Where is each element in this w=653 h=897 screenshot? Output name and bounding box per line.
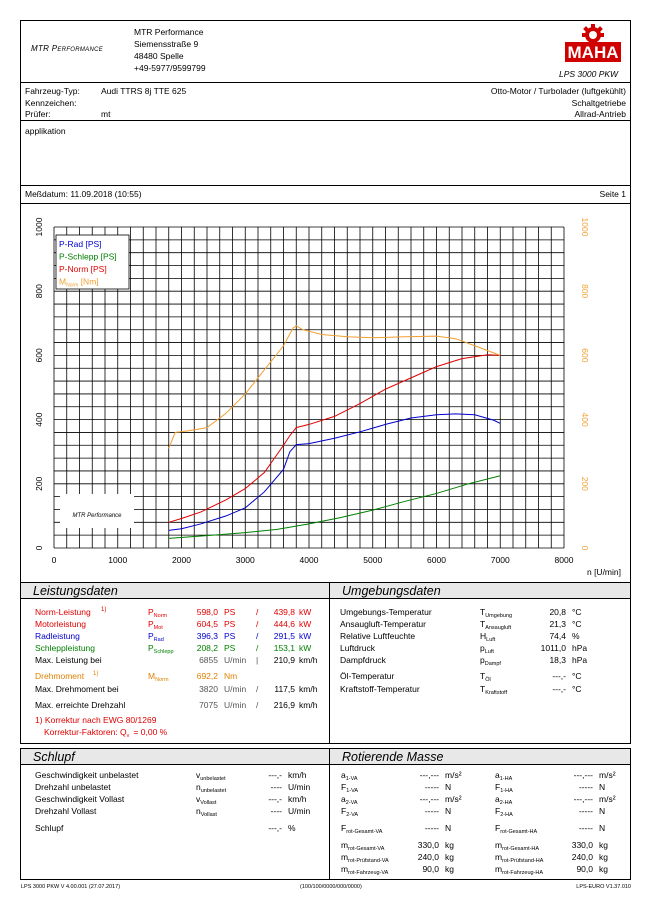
umgebung-symbol-symbol: H [480,631,487,641]
leistung-label: Radleistung [35,631,80,641]
x-tick-label: 1000 [108,555,128,565]
umgebung-title: Umgebungsdaten [330,583,630,599]
masse-unit: N [599,782,606,792]
drehmoment-symbol-subscript: Norm [155,677,169,683]
company-logo-text: MTR Performance [31,44,104,53]
legend-item: P-Norm [PS] [59,264,107,274]
schlupf-label: Drehzahl unbelastet [35,782,111,792]
y-tick-label-right: 400 [580,412,590,427]
schlupf-symbol-subscript: Vollast [200,812,217,818]
schlupf-symbol-symbol: v [196,794,201,804]
plate-label: Kennzeichen: [25,98,77,108]
masse-value: 330,0 [571,840,593,850]
drehmoment-unit: Nm [224,671,238,681]
max_drehmoment-rpm-unit: U/min [224,684,247,694]
y-tick-label-left: 800 [34,284,44,299]
masse-symbol-symbol: m [495,840,503,850]
y-tick-label-right: 200 [580,476,590,491]
schlupf-unit: % [288,823,296,833]
x-tick-label: 8000 [554,555,574,565]
umgebung-symbol-symbol: p [480,655,485,665]
masse-symbol-subscript: 1-HA [499,776,513,782]
masse-value: 330,0 [417,840,439,850]
notes-text: applikation [25,126,66,136]
max_leistung-label: Max. Leistung bei [35,655,102,665]
schlupf-unit: U/min [288,782,311,792]
masse-symbol-subscript: rot-Gesamt-VA [346,829,383,835]
leistung-kw-unit: kW [299,607,312,617]
watermark-box [60,494,134,528]
x-tick-label: 3000 [235,555,255,565]
masse-symbol-symbol: a [495,794,500,804]
umgebung-symbol-subscript: Öl [485,677,491,683]
masse-symbol-symbol: F [495,782,501,792]
header-box [20,20,631,83]
umgebung-label: Öl-Temperatur [340,671,395,681]
leistung-ps-value: 604,5 [196,619,218,629]
leistung-symbol-subscript: Schlepp [153,649,174,655]
umgebung-label: Luftdruck [340,643,375,653]
leistung-ps-unit: PS [224,607,236,617]
tester-label: Prüfer: [25,109,51,119]
tester-value: mt [101,109,111,119]
umgebung-value: 1011,0 [540,643,566,653]
masse-unit: N [445,806,452,816]
separator: / [256,643,259,653]
schlupf-title: Schlupf [21,749,329,765]
masse-symbol-symbol: m [341,840,349,850]
umgebung-unit: °C [572,619,582,629]
max_drehmoment-speed: 117,5 [274,684,295,694]
umgebung-label: Umgebungs-Temperatur [340,607,432,617]
schlupf-unit: km/h [288,794,307,804]
separator: / [256,700,259,710]
leistung-symbol-subscript: Mot [153,625,163,631]
watermark-text: MTR Performance [72,513,122,519]
masse-value: ----- [578,823,593,833]
umgebung-label: Dampfdruck [340,655,386,665]
leistung-symbol [148,643,174,657]
company-street: Siemensstraße 9 [134,39,199,49]
masse-unit: N [599,806,606,816]
umgebung-symbol-subscript: Umgebung [485,613,513,619]
y-tick-label-left: 200 [34,476,44,491]
max_drehzahl-speed: 216,9 [273,700,295,710]
y-tick-label-left: 600 [34,348,44,363]
footer-center: (100/100/0000/000/0000) [300,884,362,890]
legend-torque-unit: [Nm] [78,276,99,287]
footer-right: LPS-EURO V1.37.010 [576,884,631,890]
masse-unit: kg [445,864,454,874]
leistung-ps-value: 598,0 [196,607,218,617]
footnote-marker: 1) [93,671,99,677]
leistung-kw-value: 153,1 [273,643,295,653]
dyno-chart [20,204,631,582]
masse-value: ---,--- [573,770,593,780]
masse-symbol-subscript: rot-Gesamt-HA [500,829,538,835]
umgebung-symbol [480,655,501,669]
masse-symbol-subscript: 2-HA [500,812,513,818]
korrektur-factor-sub: v [126,733,130,739]
company-logo [31,44,103,53]
masse-symbol-symbol: m [341,864,349,874]
masse-symbol-subscript: rot-Gesamt-HA [502,846,540,852]
leistung-kw-unit: kW [299,631,312,641]
leistung-title: Leistungsdaten [21,583,329,599]
umgebung-symbol-subscript: Ansaugluft [485,625,512,631]
umgebung-value: 20,8 [549,607,566,617]
schlupf-symbol-symbol: n [196,782,201,792]
leistung-ps-value: 396,3 [196,631,218,641]
masse-symbol-subscript: rot-Fahrzeug-VA [348,870,389,876]
drehmoment-value: 692,2 [196,671,218,681]
notes-box [20,121,631,186]
masse-value: 240,0 [571,852,593,862]
schlupf-symbol-symbol: n [196,806,201,816]
umgebung-symbol [480,684,507,698]
max_drehmoment-speed-unit: km/h [299,684,318,694]
max_leistung-rpm: 6855 [199,655,218,665]
leistung-symbol-subscript: Norm [153,613,168,619]
leistung-label: Motorleistung [35,619,87,629]
schlupf-label: Geschwindigkeit unbelastet [35,770,139,780]
leistung-label: Schleppleistung [35,643,96,653]
schlupf-unit: U/min [288,806,311,816]
masse-symbol-subscript: rot-Gesamt-VA [348,846,385,852]
umgebung-symbol-subscript: Kraftstoff [485,690,508,696]
drehmoment-symbol-symbol: M [148,671,156,681]
separator: / [256,607,259,617]
schlupf-symbol-subscript: Vollast [200,800,217,806]
footer-left: LPS 3000 PKW V 4.00.001 (27.07.2017) [21,884,121,890]
vehicle-type-label: Fahrzeug-Typ: [25,86,80,96]
masse-symbol-subscript: 1-VA [345,776,358,782]
y-tick-label-left: 0 [34,545,44,551]
drehmoment-symbol [148,671,169,685]
maha-gear-icon [563,24,623,64]
masse-unit: kg [599,852,608,862]
umgebung-symbol-symbol: p [480,643,485,653]
x-tick-label: 2000 [172,555,191,565]
masse-symbol-symbol: F [341,782,347,792]
masse-value: ---,--- [573,794,593,804]
y-tick-label-right: 800 [580,284,590,299]
leistung-ps-unit: PS [224,643,236,653]
masse-title: Rotierende Masse [330,749,630,765]
umgebung-label: Ansaugluft-Temperatur [340,619,426,629]
masse-symbol-subscript: 2-HA [499,800,513,806]
masse-symbol [341,806,358,820]
separator: / [256,684,259,694]
max_leistung-speed-unit: km/h [299,655,318,665]
masse-symbol-symbol: m [495,864,503,874]
masse-symbol-subscript: 2-VA [345,800,358,806]
legend-item: P-Rad [PS] [59,239,102,249]
umgebung-value: 21,3 [549,619,566,629]
leistung-ps-unit: PS [224,619,236,629]
masse-value: ----- [424,782,439,792]
separator: / [256,619,259,629]
masse-value: 240,0 [417,852,439,862]
max_drehzahl-rpm-unit: U/min [224,700,247,710]
company-city: 48480 Spelle [134,51,184,61]
max_drehzahl-rpm: 7075 [199,700,218,710]
masse-unit: kg [599,864,608,874]
masse-unit: kg [445,840,454,850]
umgebung-value: 74,4 [549,631,566,641]
masse-symbol [495,864,543,878]
vehicle-type-value: Audi TTRS 8j TTE 625 [101,86,187,96]
umgebung-symbol-subscript: Luft [484,649,494,655]
umgebung-symbol-symbol: T [480,684,486,694]
umgebung-symbol-symbol: T [480,607,486,617]
separator: | [256,655,259,665]
leistung-symbol-symbol: P [148,607,154,617]
drive-type: Allrad-Antrieb [574,109,626,119]
masse-symbol-subscript: rot-Prüfstand-VA [348,858,389,864]
schlupf-unit: km/h [288,770,307,780]
schlupf-symbol-subscript: unbelastet [200,776,226,782]
umgebung-unit: hPa [572,643,588,653]
x-tick-label: 4000 [299,555,319,565]
company-phone: +49-5977/9599799 [134,63,206,73]
umgebung-unit: °C [572,684,582,694]
schlupf-value: ---,- [268,770,282,780]
schlupf-symbol-subscript: unbelastet [200,788,227,794]
masse-value: ---,--- [419,770,439,780]
separator: / [256,631,259,641]
schlupf-symbol-symbol: v [196,770,201,780]
leistung-label: Norm-Leistung [35,607,91,617]
product-name: LPS 3000 PKW [559,69,619,79]
umgebung-symbol [480,671,491,685]
x-tick-label: 6000 [427,555,446,565]
masse-unit: m/s² [445,770,462,780]
legend-torque-sub: Norm [66,282,79,289]
masse-symbol-symbol: F [341,806,347,816]
y-tick-label-right: 0 [580,545,590,551]
masse-unit: m/s² [599,770,616,780]
y-tick-label-left: 1000 [34,217,44,237]
x-tick-label: 5000 [363,555,383,565]
korrektur-factor-value: = 0,00 % [133,727,168,737]
leistung-kw-unit: kW [299,619,312,629]
drehmoment-label: Drehmoment [35,671,85,681]
schlupf-value: ---- [270,806,282,816]
masse-value: ----- [578,782,593,792]
umgebung-unit: hPa [572,655,588,665]
gearbox-type: Schaltgetriebe [571,98,626,108]
masse-value: ----- [424,806,439,816]
masse-symbol-symbol: F [495,823,501,833]
schlupf-symbol [196,806,217,820]
masse-symbol-subscript: 1-VA [346,788,359,794]
masse-symbol-symbol: F [495,806,501,816]
masse-symbol-subscript: 1-HA [500,788,513,794]
schlupf-value: ---,- [268,823,282,833]
maha-logo [563,24,623,64]
leistung-kw-value: 291,5 [273,631,295,641]
masse-value: 90,0 [576,864,593,874]
leistung-kw-unit: kW [299,643,312,653]
masse-value: ---,--- [419,794,439,804]
umgebung-symbol-symbol: T [480,619,486,629]
masse-unit: kg [445,852,454,862]
korrektur-factor [44,727,167,741]
leistung-symbol-symbol: P [148,619,154,629]
masse-unit: N [445,823,452,833]
masse-symbol-subscript: rot-Prüfstand-HA [502,858,544,864]
y-tick-label-right: 1000 [580,217,590,237]
umgebung-value: ---,- [552,684,566,694]
schlupf-value: ---- [270,782,282,792]
schlupf-label: Schlupf [35,823,64,833]
masse-unit: N [599,823,606,833]
umgebung-unit: % [572,631,580,641]
max_drehzahl-speed-unit: km/h [299,700,318,710]
measure-date: Meßdatum: 11.09.2018 (10:55) [25,189,142,199]
schlupf-label: Geschwindigkeit Vollast [35,794,125,804]
legend-item: $M_{Norm}$ [Nm] [59,276,99,289]
korrektur-factor-label: Korrektur-Faktoren: Q [44,727,127,737]
schlupf-label: Drehzahl Vollast [35,806,97,816]
masse-unit: m/s² [599,794,616,804]
umgebung-value: ---,- [552,671,566,681]
leistung-symbol-subscript: Rad [153,637,164,643]
umgebung-label: Kraftstoff-Temperatur [340,684,420,694]
svg-text:MAHA: MAHA [567,43,619,62]
y-tick-label-left: 400 [34,412,44,427]
masse-symbol-symbol: m [341,852,349,862]
masse-symbol-subscript: 2-VA [346,812,359,818]
x-axis-unit: n [U/min] [586,567,621,577]
umgebung-value: 18,3 [549,655,566,665]
leistung-ps-value: 208,2 [196,643,218,653]
umgebung-label: Relative Luftfeuchte [340,631,416,641]
footnote-marker: 1) [101,607,107,613]
umgebung-symbol-subscript: Dampf [484,661,501,667]
leistung-kw-value: 439,8 [273,607,295,617]
leistung-kw-value: 444,6 [273,619,295,629]
max_drehzahl-label: Max. erreichte Drehzahl [35,700,126,710]
masse-symbol [495,823,537,837]
leistung-symbol-symbol: P [148,631,154,641]
legend-item: P-Schlepp [PS] [59,251,117,262]
page-number: Seite 1 [599,189,626,199]
max_drehmoment-label: Max. Drehmoment bei [35,684,119,694]
umgebung-unit: °C [572,671,582,681]
leistung-ps-unit: PS [224,631,236,641]
masse-symbol-symbol: m [495,852,503,862]
masse-symbol-symbol: a [495,770,500,780]
masse-symbol-symbol: a [341,794,346,804]
umgebung-unit: °C [572,607,582,617]
masse-symbol [341,864,388,878]
masse-symbol [495,806,513,820]
masse-value: ----- [578,806,593,816]
max_leistung-speed: 210,9 [273,655,295,665]
masse-value: 90,0 [422,864,439,874]
masse-unit: m/s² [445,794,462,804]
x-tick-label: 0 [51,555,57,565]
masse-unit: N [445,782,452,792]
umgebung-symbol-subscript: Luft [486,637,496,643]
y-tick-label-right: 600 [580,348,590,363]
max_drehmoment-rpm: 3820 [199,684,218,694]
umgebung-symbol-symbol: T [480,671,486,681]
masse-unit: kg [599,840,608,850]
engine-type: Otto-Motor / Turbolader (luftgekühlt) [490,86,626,96]
masse-value: ----- [424,823,439,833]
masse-symbol [341,823,382,837]
x-tick-label: 7000 [490,555,510,565]
schlupf-value: ---,- [268,794,282,804]
masse-symbol-symbol: F [341,823,347,833]
masse-symbol-subscript: rot-Fahrzeug-HA [502,870,544,876]
masse-symbol-symbol: a [341,770,346,780]
leistung-symbol-symbol: P [148,643,154,653]
max_leistung-rpm-unit: U/min [224,655,247,665]
company-name: MTR Performance [134,27,204,37]
korrektur-note: 1) Korrektur nach EWG 80/1269 [35,715,157,725]
